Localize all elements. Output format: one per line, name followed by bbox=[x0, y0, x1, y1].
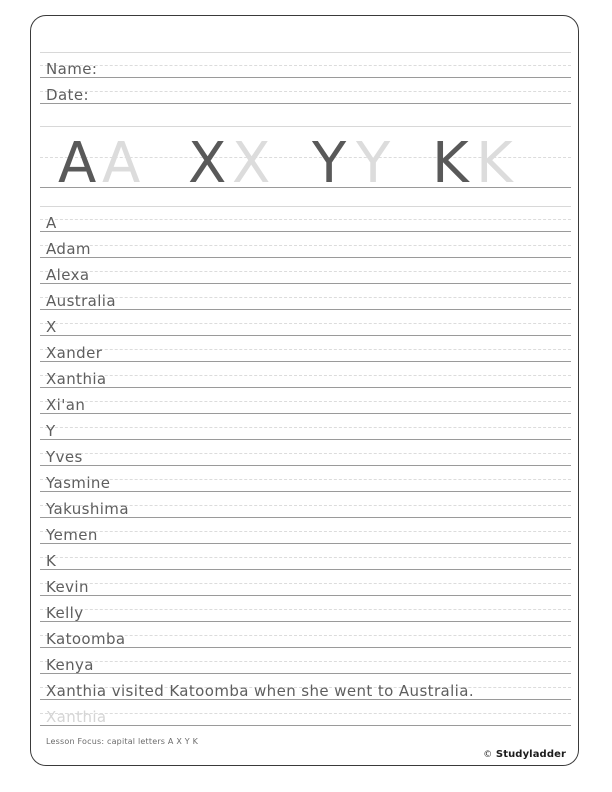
practice-line[interactable] bbox=[40, 596, 571, 622]
practice-line[interactable] bbox=[40, 232, 571, 258]
practice-line[interactable] bbox=[40, 336, 571, 362]
practice-line-text: Katoomba bbox=[46, 630, 126, 648]
practice-line-text: Yakushima bbox=[46, 500, 129, 518]
rule-topline bbox=[40, 52, 571, 53]
practice-sentence-line[interactable] bbox=[40, 674, 571, 700]
practice-line-text: Alexa bbox=[46, 266, 90, 284]
practice-line-text: Yves bbox=[46, 448, 83, 466]
date-label: Date: bbox=[46, 86, 89, 104]
rule-midline bbox=[40, 219, 571, 220]
name-label: Name: bbox=[46, 60, 98, 78]
rule-midline bbox=[40, 323, 571, 324]
rule-midline bbox=[40, 375, 571, 376]
rule-midline bbox=[40, 713, 571, 714]
date-field-line[interactable] bbox=[40, 78, 571, 104]
rule-midline bbox=[40, 245, 571, 246]
practice-line[interactable] bbox=[40, 414, 571, 440]
practice-line[interactable] bbox=[40, 362, 571, 388]
rule-midline bbox=[40, 583, 571, 584]
rule-midline bbox=[40, 453, 571, 454]
practice-line-text: Yemen bbox=[46, 526, 98, 544]
practice-line-text: Xi'an bbox=[46, 396, 86, 414]
practice-line-text: Y bbox=[46, 422, 56, 440]
rule-midline bbox=[40, 661, 571, 662]
worksheet-body bbox=[40, 26, 571, 755]
brand-credit bbox=[483, 749, 566, 760]
practice-line-text: Kelly bbox=[46, 604, 84, 622]
practice-line[interactable] bbox=[40, 258, 571, 284]
practice-line[interactable] bbox=[40, 310, 571, 336]
tracing-glyphs bbox=[40, 126, 571, 196]
practice-line[interactable] bbox=[40, 440, 571, 466]
rule-midline bbox=[40, 427, 571, 428]
practice-trace-line[interactable] bbox=[40, 700, 571, 726]
practice-line[interactable] bbox=[40, 466, 571, 492]
practice-line[interactable] bbox=[40, 544, 571, 570]
practice-line[interactable] bbox=[40, 622, 571, 648]
practice-line[interactable] bbox=[40, 518, 571, 544]
tracing-guide-letter-k: K bbox=[476, 131, 513, 196]
tracing-guide-letter-x: X bbox=[232, 131, 271, 196]
name-field-line[interactable] bbox=[40, 52, 571, 78]
practice-line-text: A bbox=[46, 214, 57, 232]
copyright-icon: © bbox=[483, 750, 493, 760]
tracing-model-letter-x: X bbox=[188, 131, 227, 196]
lesson-focus-note: Lesson Focus: capital letters A X Y K bbox=[46, 737, 199, 746]
practice-line-text: X bbox=[46, 318, 57, 336]
practice-line-text: Xanthia visited Katoomba when she went to Australia. bbox=[46, 682, 475, 700]
rule-baseline bbox=[40, 725, 571, 726]
practice-line-text: Australia bbox=[46, 292, 116, 310]
tracing-guide-letter-y: Y bbox=[356, 131, 391, 196]
rule-topline bbox=[40, 206, 571, 207]
practice-line[interactable] bbox=[40, 648, 571, 674]
practice-line-text: Kenya bbox=[46, 656, 94, 674]
practice-line-text: Adam bbox=[46, 240, 91, 258]
practice-line-text: K bbox=[46, 552, 57, 570]
tracing-row[interactable] bbox=[40, 126, 571, 196]
tracing-model-letter-k: K bbox=[432, 131, 469, 196]
rule-midline bbox=[40, 609, 571, 610]
rule-midline bbox=[40, 91, 571, 92]
rule-midline bbox=[40, 271, 571, 272]
rule-midline bbox=[40, 401, 571, 402]
tracing-model-letter-a: A bbox=[58, 131, 97, 196]
tracing-guide-letter-a: A bbox=[102, 131, 141, 196]
rule-midline bbox=[40, 297, 571, 298]
practice-line-text: Yasmine bbox=[46, 474, 111, 492]
practice-line-text: Kevin bbox=[46, 578, 89, 596]
rule-midline bbox=[40, 557, 571, 558]
practice-line-text: Xander bbox=[46, 344, 103, 362]
tracing-model-letter-y: Y bbox=[312, 131, 347, 196]
brand-name: Studyladder bbox=[495, 749, 566, 760]
rule-midline bbox=[40, 479, 571, 480]
practice-line-text: Xanthia bbox=[46, 370, 107, 388]
practice-line[interactable] bbox=[40, 492, 571, 518]
practice-line[interactable] bbox=[40, 284, 571, 310]
practice-line[interactable] bbox=[40, 388, 571, 414]
rule-midline bbox=[40, 349, 571, 350]
rule-baseline bbox=[40, 103, 571, 104]
practice-line[interactable] bbox=[40, 570, 571, 596]
rule-midline bbox=[40, 65, 571, 66]
rule-midline bbox=[40, 531, 571, 532]
practice-line[interactable] bbox=[40, 206, 571, 232]
practice-line-text-faint: Xanthia bbox=[46, 708, 107, 726]
